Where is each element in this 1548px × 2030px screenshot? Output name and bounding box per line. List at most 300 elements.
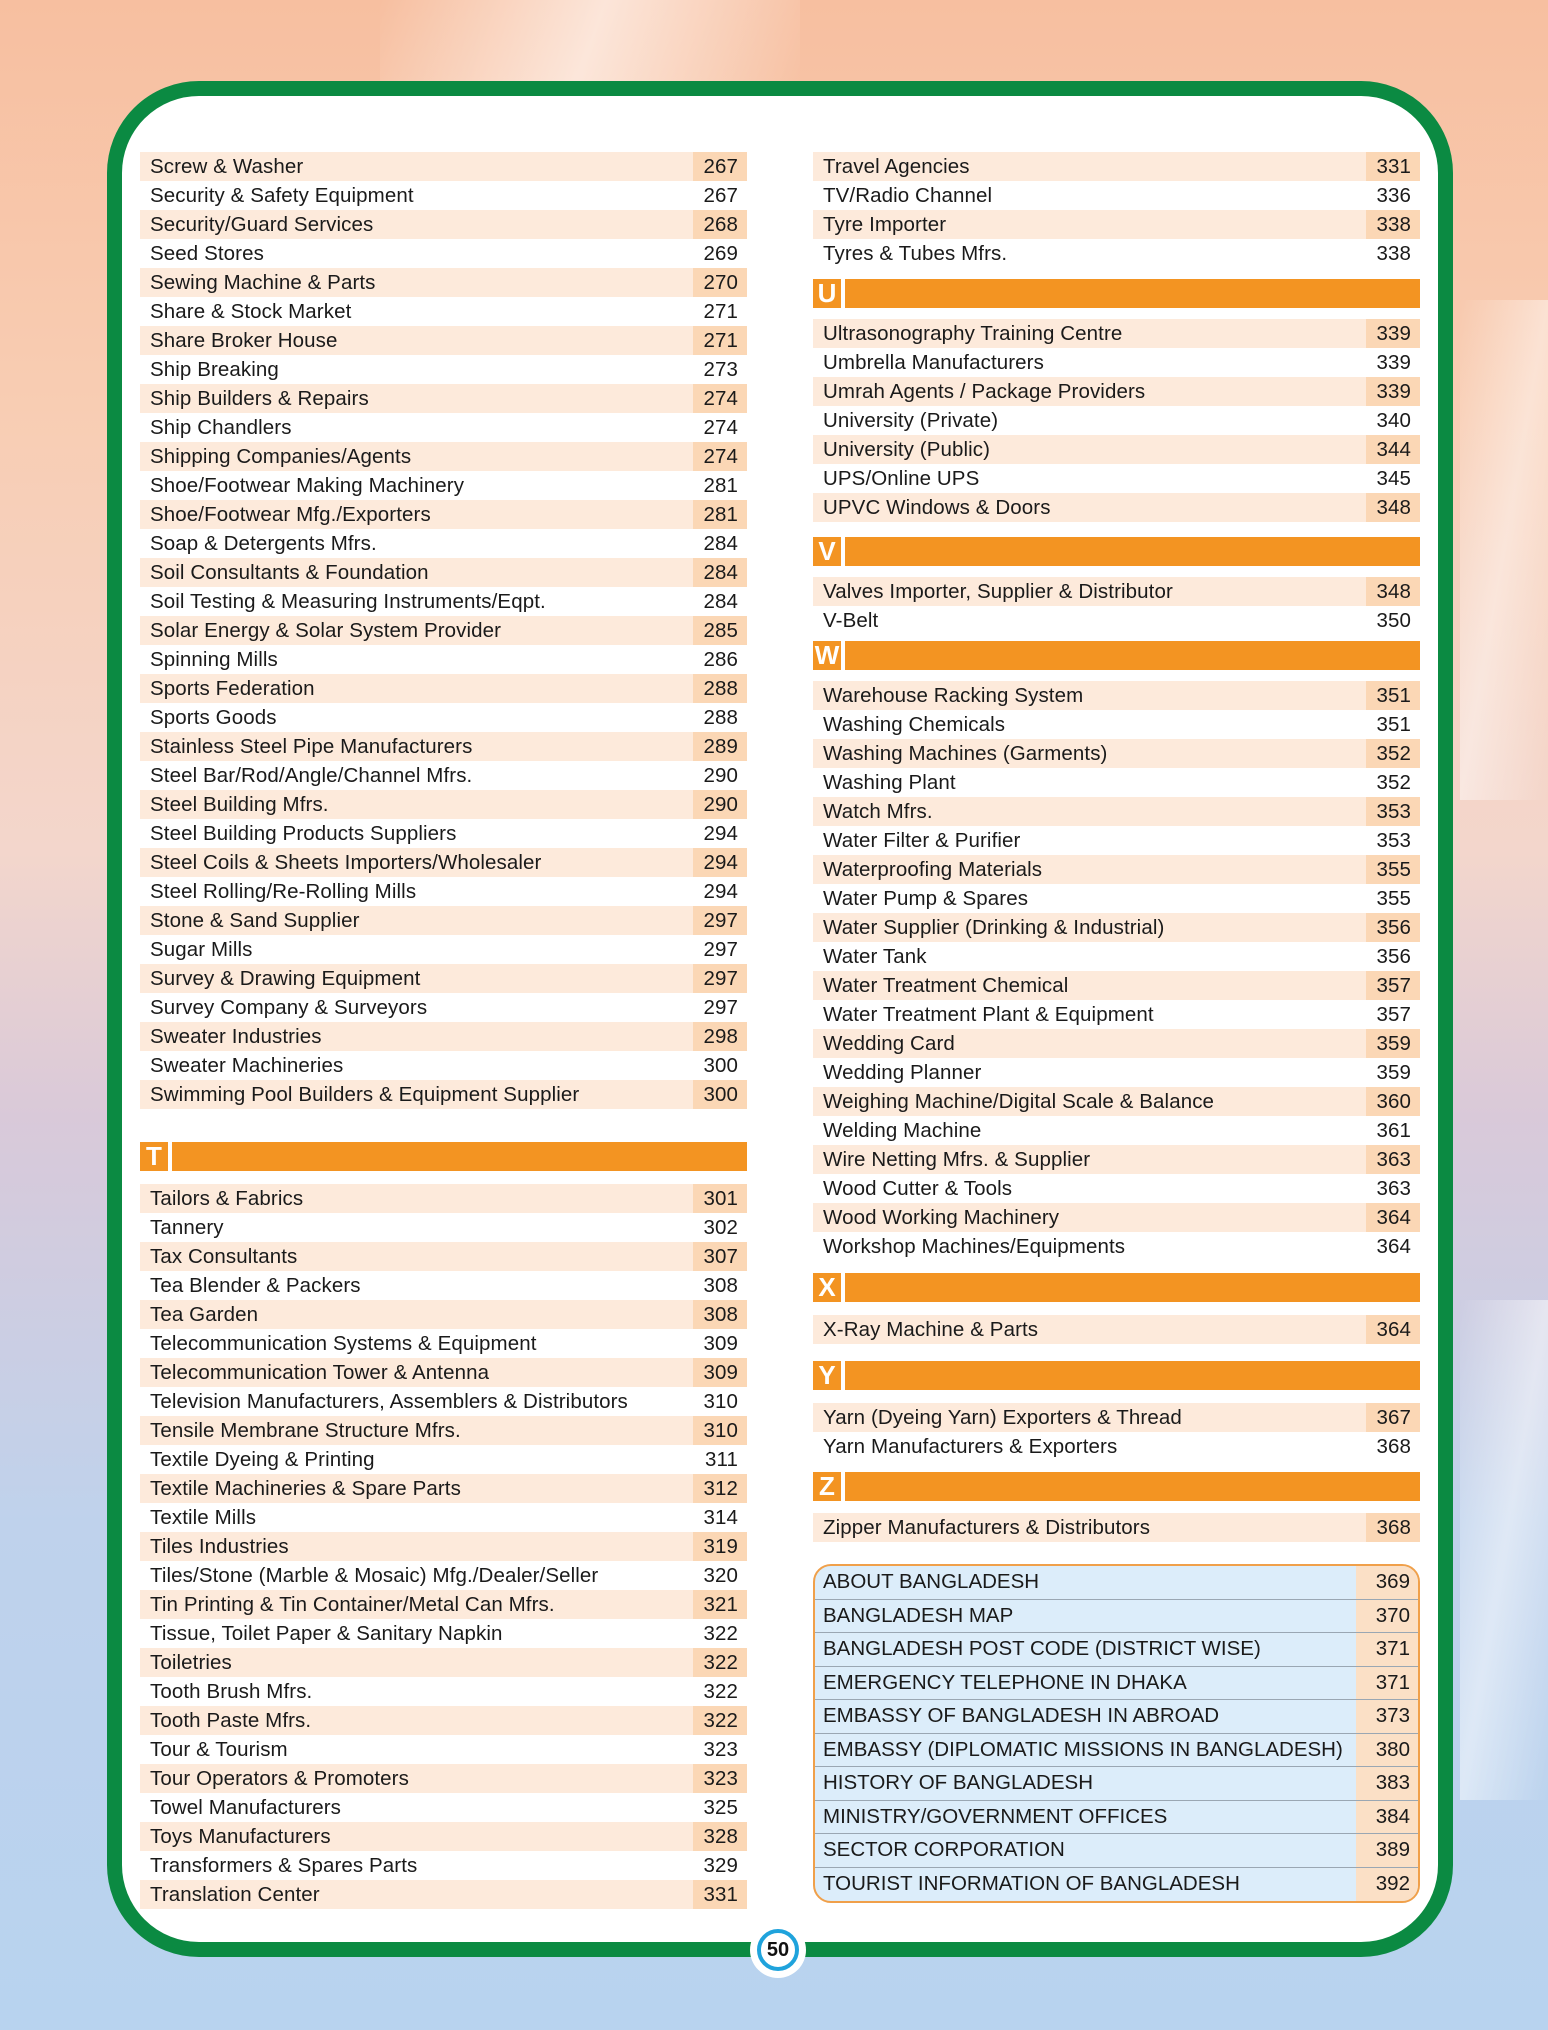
entry-page-number: 352 <box>1366 739 1420 768</box>
entry-name: Screw & Washer <box>150 154 304 178</box>
entry-page-number: 271 <box>693 326 747 355</box>
section-z-list <box>813 1513 1420 1542</box>
entry-name: Sugar Mills <box>150 937 253 961</box>
index-entry[interactable] <box>813 884 1420 913</box>
index-entry[interactable] <box>140 1851 747 1880</box>
index-entry[interactable] <box>140 1300 747 1329</box>
entry-page-number: 310 <box>693 1416 747 1445</box>
entry-name: Tyres & Tubes Mfrs. <box>823 241 1008 265</box>
index-entry[interactable] <box>140 1822 747 1851</box>
entry-name: X-Ray Machine & Parts <box>823 1317 1039 1341</box>
index-entry[interactable] <box>813 181 1420 210</box>
section-header-y <box>813 1361 1420 1390</box>
entry-page-number: 271 <box>703 300 738 323</box>
index-entry[interactable] <box>140 558 747 587</box>
index-entry[interactable] <box>140 1213 747 1242</box>
info-entry[interactable] <box>815 1700 1418 1734</box>
entry-name: Textile Mills <box>150 1505 257 1529</box>
info-entry-name: SECTOR CORPORATION <box>823 1838 1065 1862</box>
info-entry-page-number: 383 <box>1356 1767 1418 1800</box>
entry-name: Wire Netting Mfrs. & Supplier <box>823 1147 1091 1171</box>
index-entry[interactable] <box>813 152 1420 181</box>
index-entry[interactable] <box>813 348 1420 377</box>
entry-page-number: 323 <box>693 1764 747 1793</box>
entry-page-number: 356 <box>1366 913 1420 942</box>
index-entry[interactable] <box>140 1793 747 1822</box>
entry-name: Ship Chandlers <box>150 415 292 439</box>
index-entry[interactable] <box>813 1174 1420 1203</box>
entry-page-number: 321 <box>693 1590 747 1619</box>
entry-name: Spinning Mills <box>150 647 278 671</box>
background-brush-stroke <box>1460 1300 1548 1800</box>
entry-page-number: 300 <box>703 1054 738 1077</box>
entry-page-number: 357 <box>1376 1003 1411 1026</box>
entry-name: Share & Stock Market <box>150 299 352 323</box>
section-header-bar <box>845 641 1420 670</box>
entry-page-number: 368 <box>1366 1513 1420 1542</box>
index-entry[interactable] <box>813 1432 1420 1461</box>
entry-page-number: 348 <box>1366 493 1420 522</box>
index-entry[interactable] <box>813 210 1420 239</box>
index-entry[interactable] <box>140 1706 747 1735</box>
entry-page-number: 367 <box>1366 1403 1420 1432</box>
entry-page-number: 329 <box>703 1854 738 1877</box>
section-letter: X <box>813 1273 841 1302</box>
bangladesh-info-box <box>813 1564 1420 1903</box>
info-entry-name: EMBASSY OF BANGLADESH IN ABROAD <box>823 1704 1220 1728</box>
section-header-bar <box>845 1361 1420 1390</box>
entry-name: Water Supplier (Drinking & Industrial) <box>823 915 1165 939</box>
entry-page-number: 286 <box>703 648 738 671</box>
entry-name: Steel Rolling/Re-Rolling Mills <box>150 879 417 903</box>
entry-page-number: 290 <box>693 790 747 819</box>
entry-name: University (Public) <box>823 437 991 461</box>
info-entry-name: ABOUT BANGLADESH <box>823 1570 1040 1594</box>
index-entry[interactable] <box>813 1000 1420 1029</box>
info-entry[interactable] <box>815 1801 1418 1835</box>
index-entry[interactable] <box>140 964 747 993</box>
index-entry[interactable] <box>140 1532 747 1561</box>
entry-name: Telecommunication Tower & Antenna <box>150 1360 490 1384</box>
index-entry[interactable] <box>140 1880 747 1909</box>
index-entry[interactable] <box>140 1184 747 1213</box>
index-entry[interactable] <box>140 645 747 674</box>
index-entry[interactable] <box>813 768 1420 797</box>
entry-name: Ship Builders & Repairs <box>150 386 369 410</box>
section-header-bar <box>845 1472 1420 1501</box>
entry-name: Tooth Paste Mfrs. <box>150 1708 312 1732</box>
entry-page-number: 269 <box>703 242 738 265</box>
entry-name: Stone & Sand Supplier <box>150 908 360 932</box>
entry-name: Wedding Card <box>823 1031 955 1055</box>
index-entry[interactable] <box>140 1735 747 1764</box>
entry-page-number: 319 <box>693 1532 747 1561</box>
entry-page-number: 336 <box>1376 184 1411 207</box>
index-entry[interactable] <box>813 577 1420 606</box>
entry-page-number: 297 <box>703 996 738 1019</box>
index-entry[interactable] <box>813 493 1420 522</box>
index-entry[interactable] <box>813 1087 1420 1116</box>
info-entry[interactable] <box>815 1600 1418 1634</box>
index-entry[interactable] <box>140 877 747 906</box>
entry-name: Tailors & Fabrics <box>150 1186 304 1210</box>
index-entry[interactable] <box>140 152 747 181</box>
index-entry[interactable] <box>140 1561 747 1590</box>
entry-page-number: 338 <box>1366 210 1420 239</box>
section-u-list <box>813 319 1420 522</box>
entry-page-number: 288 <box>703 706 738 729</box>
entry-name: Tiles/Stone (Marble & Mosaic) Mfg./Dealer/Seller <box>150 1563 599 1587</box>
entry-page-number: 355 <box>1376 887 1411 910</box>
info-entry[interactable] <box>815 1834 1418 1868</box>
index-entry[interactable] <box>813 1513 1420 1542</box>
entry-page-number: 339 <box>1366 319 1420 348</box>
section-t-list <box>140 1184 747 1909</box>
entry-name: Weighing Machine/Digital Scale & Balance <box>823 1089 1215 1113</box>
index-entry[interactable] <box>140 761 747 790</box>
entry-page-number: 308 <box>703 1274 738 1297</box>
index-entry[interactable] <box>140 587 747 616</box>
index-entry[interactable] <box>140 1445 747 1474</box>
section-header-bar <box>845 1273 1420 1302</box>
entry-page-number: 353 <box>1376 829 1411 852</box>
entry-page-number: 297 <box>693 964 747 993</box>
section-letter: V <box>813 537 841 566</box>
index-entry[interactable] <box>140 268 747 297</box>
entry-name: Washing Chemicals <box>823 712 1006 736</box>
entry-page-number: 361 <box>1376 1119 1411 1142</box>
section-header-u <box>813 279 1420 308</box>
entry-page-number: 338 <box>1376 242 1411 265</box>
entry-page-number: 310 <box>703 1390 738 1413</box>
entry-name: Sports Federation <box>150 676 315 700</box>
entry-page-number: 301 <box>693 1184 747 1213</box>
entry-page-number: 274 <box>693 442 747 471</box>
entry-name: Tin Printing & Tin Container/Metal Can Mfrs. <box>150 1592 555 1616</box>
index-entry[interactable] <box>140 1242 747 1271</box>
entry-page-number: 356 <box>1376 945 1411 968</box>
section-header-bar <box>172 1142 747 1171</box>
index-entry[interactable] <box>813 464 1420 493</box>
entry-page-number: 355 <box>1366 855 1420 884</box>
info-entry[interactable] <box>815 1633 1418 1667</box>
index-entry[interactable] <box>140 1503 747 1532</box>
entry-page-number: 314 <box>703 1506 738 1529</box>
index-entry[interactable] <box>813 435 1420 464</box>
index-entry[interactable] <box>140 1022 747 1051</box>
entry-name: Workshop Machines/Equipments <box>823 1234 1126 1258</box>
entry-name: Tissue, Toilet Paper & Sanitary Napkin <box>150 1621 503 1645</box>
entry-name: Ultrasonography Training Centre <box>823 321 1123 345</box>
index-entry[interactable] <box>140 790 747 819</box>
info-entry-page-number: 371 <box>1356 1667 1418 1700</box>
background-brush-stroke <box>1460 300 1548 800</box>
entry-page-number: 364 <box>1366 1315 1420 1344</box>
entry-name: Zipper Manufacturers & Distributors <box>823 1515 1151 1539</box>
entry-page-number: 284 <box>703 590 738 613</box>
entry-name: Sweater Machineries <box>150 1053 344 1077</box>
entry-name: Tiles Industries <box>150 1534 289 1558</box>
entry-page-number: 309 <box>693 1358 747 1387</box>
index-entry[interactable] <box>140 413 747 442</box>
entry-name: Soil Consultants & Foundation <box>150 560 429 584</box>
entry-page-number: 331 <box>1366 152 1420 181</box>
index-entry[interactable] <box>140 848 747 877</box>
entry-page-number: 363 <box>1366 1145 1420 1174</box>
entry-page-number: 281 <box>703 474 738 497</box>
entry-name: Swimming Pool Builders & Equipment Supplier <box>150 1082 580 1106</box>
index-entry[interactable] <box>813 1029 1420 1058</box>
entry-name: Towel Manufacturers <box>150 1795 342 1819</box>
info-entry-name: EMBASSY (DIPLOMATIC MISSIONS IN BANGLADESH) <box>823 1737 1343 1761</box>
entry-name: Washing Plant <box>823 770 956 794</box>
index-entry[interactable] <box>813 1315 1420 1344</box>
entry-name: Survey Company & Surveyors <box>150 995 428 1019</box>
entry-page-number: 344 <box>1366 435 1420 464</box>
index-entry[interactable] <box>140 384 747 413</box>
entry-name: Stainless Steel Pipe Manufacturers <box>150 734 473 758</box>
entry-name: Welding Machine <box>823 1118 982 1142</box>
index-entry[interactable] <box>140 442 747 471</box>
entry-name: Toys Manufacturers <box>150 1824 331 1848</box>
entry-page-number: 267 <box>693 152 747 181</box>
index-entry[interactable] <box>140 1358 747 1387</box>
index-entry[interactable] <box>140 297 747 326</box>
entry-page-number: 350 <box>1376 609 1411 632</box>
entry-page-number: 340 <box>1376 409 1411 432</box>
entry-page-number: 273 <box>703 358 738 381</box>
entry-name: Yarn Manufacturers & Exporters <box>823 1434 1118 1458</box>
index-entry[interactable] <box>140 732 747 761</box>
index-entry[interactable] <box>140 1329 747 1358</box>
entry-name: Steel Building Products Suppliers <box>150 821 457 845</box>
index-entry[interactable] <box>140 1387 747 1416</box>
entry-name: Tannery <box>150 1215 224 1239</box>
entry-page-number: 311 <box>705 1448 738 1471</box>
entry-page-number: 364 <box>1376 1235 1411 1258</box>
index-entry[interactable] <box>140 239 747 268</box>
entry-name: Tea Garden <box>150 1302 259 1326</box>
entry-name: Water Tank <box>823 944 927 968</box>
index-entry[interactable] <box>813 1232 1420 1261</box>
info-entry-name: BANGLADESH POST CODE (DISTRICT WISE) <box>823 1637 1261 1661</box>
entry-page-number: 322 <box>693 1706 747 1735</box>
index-entry[interactable] <box>813 1145 1420 1174</box>
entry-name: Steel Building Mfrs. <box>150 792 329 816</box>
index-entry[interactable] <box>813 1203 1420 1232</box>
info-entry[interactable] <box>815 1667 1418 1701</box>
index-entry[interactable] <box>140 500 747 529</box>
entry-name: V-Belt <box>823 608 879 632</box>
entry-name: Valves Importer, Supplier & Distributor <box>823 579 1173 603</box>
entry-page-number: 268 <box>693 210 747 239</box>
entry-page-number: 300 <box>693 1080 747 1109</box>
entry-name: Washing Machines (Garments) <box>823 741 1108 765</box>
index-entry[interactable] <box>140 616 747 645</box>
index-entry[interactable] <box>813 826 1420 855</box>
index-entry[interactable] <box>813 1058 1420 1087</box>
index-entry[interactable] <box>140 993 747 1022</box>
entry-name: Shoe/Footwear Mfg./Exporters <box>150 502 431 526</box>
index-entry[interactable] <box>813 797 1420 826</box>
entry-page-number: 322 <box>693 1648 747 1677</box>
entry-name: Umbrella Manufacturers <box>823 350 1044 374</box>
index-entry[interactable] <box>140 529 747 558</box>
entry-name: Share Broker House <box>150 328 338 352</box>
section-header-v <box>813 537 1420 566</box>
entry-name: Shipping Companies/Agents <box>150 444 412 468</box>
entry-page-number: 307 <box>693 1242 747 1271</box>
entry-name: Telecommunication Systems & Equipment <box>150 1331 537 1355</box>
entry-name: Tour Operators & Promoters <box>150 1766 409 1790</box>
entry-name: Water Treatment Chemical <box>823 973 1069 997</box>
info-entry-page-number: 373 <box>1356 1700 1418 1733</box>
info-entry-name: HISTORY OF BANGLADESH <box>823 1771 1093 1795</box>
entry-page-number: 294 <box>703 880 738 903</box>
entry-page-number: 294 <box>703 822 738 845</box>
entry-page-number: 351 <box>1376 713 1411 736</box>
index-entry[interactable] <box>140 1619 747 1648</box>
entry-name: Water Pump & Spares <box>823 886 1029 910</box>
page-number: 50 <box>757 1929 799 1971</box>
section-letter: Z <box>813 1472 841 1501</box>
index-entry[interactable] <box>813 971 1420 1000</box>
entry-name: Water Treatment Plant & Equipment <box>823 1002 1154 1026</box>
index-entry[interactable] <box>140 1590 747 1619</box>
index-entry[interactable] <box>140 1648 747 1677</box>
entry-name: Transformers & Spares Parts <box>150 1853 418 1877</box>
entry-page-number: 309 <box>703 1332 738 1355</box>
entry-page-number: 331 <box>693 1880 747 1909</box>
index-entry[interactable] <box>140 210 747 239</box>
index-entry[interactable] <box>813 913 1420 942</box>
info-entry-name: BANGLADESH MAP <box>823 1603 1014 1627</box>
entry-name: Toiletries <box>150 1650 232 1674</box>
index-entry[interactable] <box>140 181 747 210</box>
entry-page-number: 290 <box>703 764 738 787</box>
entry-name: Tooth Brush Mfrs. <box>150 1679 313 1703</box>
index-entry[interactable] <box>813 1116 1420 1145</box>
section-header-bar <box>845 537 1420 566</box>
index-entry[interactable] <box>140 819 747 848</box>
section-letter: U <box>813 279 841 308</box>
entry-page-number: 289 <box>693 732 747 761</box>
entry-name: Tour & Tourism <box>150 1737 288 1761</box>
index-entry[interactable] <box>813 377 1420 406</box>
index-entry[interactable] <box>140 1051 747 1080</box>
entry-page-number: 281 <box>693 500 747 529</box>
entry-name: Sports Goods <box>150 705 277 729</box>
entry-name: Translation Center <box>150 1882 320 1906</box>
page-number-badge <box>750 1922 806 1978</box>
index-entry[interactable] <box>140 1271 747 1300</box>
index-entry[interactable] <box>813 942 1420 971</box>
info-entry-name: MINISTRY/GOVERNMENT OFFICES <box>823 1804 1168 1828</box>
index-entry[interactable] <box>813 239 1420 268</box>
info-entry-page-number: 369 <box>1356 1566 1418 1599</box>
entry-name: Yarn (Dyeing Yarn) Exporters & Thread <box>823 1405 1182 1429</box>
entry-page-number: 357 <box>1366 971 1420 1000</box>
entry-page-number: 284 <box>693 558 747 587</box>
index-entry[interactable] <box>140 326 747 355</box>
entry-name: Security & Safety Equipment <box>150 183 414 207</box>
entry-name: Ship Breaking <box>150 357 279 381</box>
entry-name: Textile Machineries & Spare Parts <box>150 1476 461 1500</box>
info-entry[interactable] <box>815 1734 1418 1768</box>
index-entry[interactable] <box>140 674 747 703</box>
entry-name: Warehouse Racking System <box>823 683 1084 707</box>
entry-page-number: 297 <box>693 906 747 935</box>
entry-page-number: 359 <box>1366 1029 1420 1058</box>
section-t-cont-list <box>813 152 1420 268</box>
entry-page-number: 339 <box>1376 351 1411 374</box>
entry-name: University (Private) <box>823 408 999 432</box>
index-entry[interactable] <box>813 710 1420 739</box>
entry-page-number: 294 <box>693 848 747 877</box>
entry-page-number: 363 <box>1376 1177 1411 1200</box>
entry-page-number: 274 <box>703 416 738 439</box>
entry-name: Umrah Agents / Package Providers <box>823 379 1146 403</box>
left-column <box>140 0 747 2030</box>
index-entry[interactable] <box>813 406 1420 435</box>
entry-name: Solar Energy & Solar System Provider <box>150 618 502 642</box>
entry-name: Wood Cutter & Tools <box>823 1176 1013 1200</box>
index-entry[interactable] <box>140 935 747 964</box>
index-entry[interactable] <box>140 1474 747 1503</box>
index-entry[interactable] <box>813 319 1420 348</box>
info-entry[interactable] <box>815 1566 1418 1600</box>
entry-name: Wedding Planner <box>823 1060 982 1084</box>
entry-name: Tensile Membrane Structure Mfrs. <box>150 1418 461 1442</box>
section-v-list <box>813 577 1420 635</box>
index-entry[interactable] <box>140 1080 747 1109</box>
entry-page-number: 308 <box>693 1300 747 1329</box>
section-w-list <box>813 681 1420 1261</box>
entry-page-number: 359 <box>1376 1061 1411 1084</box>
index-entry[interactable] <box>813 739 1420 768</box>
info-entry[interactable] <box>815 1767 1418 1801</box>
index-entry[interactable] <box>813 681 1420 710</box>
entry-name: Textile Dyeing & Printing <box>150 1447 375 1471</box>
info-entry-page-number: 370 <box>1356 1600 1418 1633</box>
index-entry[interactable] <box>813 1403 1420 1432</box>
entry-page-number: 267 <box>703 184 738 207</box>
index-entry[interactable] <box>140 703 747 732</box>
entry-page-number: 351 <box>1366 681 1420 710</box>
index-entry[interactable] <box>140 355 747 384</box>
entry-name: Soap & Detergents Mfrs. <box>150 531 377 555</box>
index-entry[interactable] <box>140 1677 747 1706</box>
entry-page-number: 320 <box>703 1564 738 1587</box>
entry-name: Steel Coils & Sheets Importers/Wholesaler <box>150 850 542 874</box>
entry-name: Soil Testing & Measuring Instruments/Eqpt. <box>150 589 546 613</box>
entry-name: Steel Bar/Rod/Angle/Channel Mfrs. <box>150 763 473 787</box>
index-entry[interactable] <box>140 1416 747 1445</box>
index-entry[interactable] <box>813 855 1420 884</box>
section-header-t <box>140 1142 747 1171</box>
entry-page-number: 285 <box>693 616 747 645</box>
entry-name: UPVC Windows & Doors <box>823 495 1051 519</box>
index-entry[interactable] <box>140 471 747 500</box>
info-entry[interactable] <box>815 1868 1418 1902</box>
entry-page-number: 352 <box>1376 771 1411 794</box>
section-letter: Y <box>813 1361 841 1390</box>
entry-page-number: 312 <box>693 1474 747 1503</box>
index-entry[interactable] <box>140 906 747 935</box>
index-entry[interactable] <box>140 1764 747 1793</box>
entry-page-number: 270 <box>693 268 747 297</box>
index-entry[interactable] <box>813 606 1420 635</box>
